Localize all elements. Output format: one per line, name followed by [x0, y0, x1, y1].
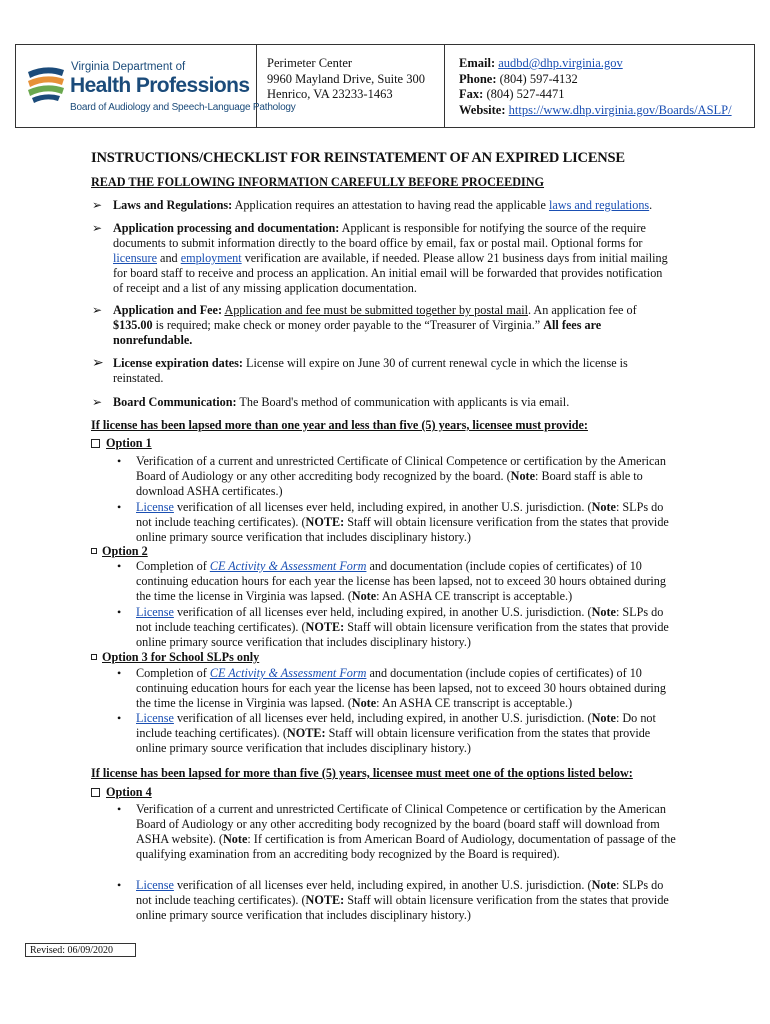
- option-2-checkbox[interactable]: [91, 548, 97, 554]
- bullet-icon: •: [117, 802, 122, 816]
- option-1: Option 1: [91, 436, 152, 451]
- address-line-1: Perimeter Center: [267, 56, 353, 70]
- license-link[interactable]: License: [136, 878, 174, 892]
- bullet-icon: •: [117, 559, 122, 573]
- option-1-bullet-1: Verification of a current and unrestricted Certificate of Clinical Competence or certification by the American Board of Audiology or any other accrediting body recognized by the board. (Note: Board staff is able to download ASHA certificates.): [136, 454, 666, 498]
- option-4-checkbox[interactable]: [91, 788, 100, 797]
- letterhead: [15, 44, 755, 128]
- option-2-bullet-2: License verification of all licenses ever held, including expired, in another U.S. jurisdiction. (Note: SLPs do not include teaching certificates). (NOTE: Staff will obtain licensure verification from the states that provide online primary source verification that includes disciplinary history.): [136, 605, 669, 649]
- revised-date: Revised: 06/09/2020: [25, 943, 136, 957]
- bullet-icon: •: [117, 666, 122, 680]
- license-link[interactable]: License: [136, 500, 174, 514]
- arrow-bullet-icon: ➢: [92, 198, 103, 212]
- employment-link[interactable]: employment: [180, 251, 242, 265]
- arrow-bullet-icon: ➢: [92, 303, 103, 317]
- ce-form-link[interactable]: CE Activity & Assessment Form: [209, 666, 367, 680]
- license-link[interactable]: License: [136, 605, 174, 619]
- option-1-checkbox[interactable]: [91, 439, 100, 448]
- website-row: Website: https://www.dhp.virginia.gov/Boards/ASLP/: [459, 102, 732, 117]
- laws-link[interactable]: laws and regulations: [548, 198, 650, 212]
- item-processing: Application processing and documentation: Applicant is responsible for notifying the source of the require documents to submit information directly to the board office by email, fax or postal mail. Optional forms for licensure and employment verification are available, if needed. Please allow 21 business days from initial mailing for board staff to receive and process an application. An initial email will be forwarded that provides notification of receipt and a list of any missing application documentation.: [113, 221, 668, 295]
- email-link[interactable]: audbd@dhp.virginia.gov: [498, 56, 623, 70]
- email-row: Email: audbd@dhp.virginia.gov: [459, 56, 623, 70]
- section-heading-1: If license has been lapsed more than one year and less than five (5) years, licensee must provide:: [91, 418, 588, 432]
- fax-row: Fax: (804) 527-4471: [459, 87, 565, 101]
- page-subtitle: READ THE FOLLOWING INFORMATION CAREFULLY BEFORE PROCEEDING: [91, 175, 545, 189]
- license-link[interactable]: License: [136, 711, 174, 725]
- bullet-icon: •: [117, 500, 122, 514]
- option-1-bullet-2: License verification of all licenses ever held, including expired, in another U.S. jurisdiction. (Note: SLPs do not include teaching certificates). (NOTE: Staff will obtain licensure verification from the states that provide online primary source verification that includes disciplinary history.): [136, 500, 669, 544]
- option-3-bullet-1: Completion of CE Activity & Assessment Form and documentation (include copies of certificates) of 10 continuing education hours for each year the license has been lapsed, not to exceed 30 hours obtained during the time the license in Virginia was lapsed. (Note: An ASHA CE transcript is acceptable.): [136, 666, 666, 710]
- option-3: Option 3 for School SLPs only: [91, 650, 259, 665]
- phone-row: Phone: (804) 597-4132: [459, 71, 578, 86]
- option-3-bullet-2: License verification of all licenses ever held, including expired, in another U.S. jurisdiction. (Note: Do not include teaching certificates). (NOTE: Staff will obtain licensure verification from the states that provide online primary source verification that includes disciplinary history.): [136, 711, 656, 755]
- website-link[interactable]: https://www.dhp.virginia.gov/Boards/ASLP/: [508, 102, 732, 117]
- address-line-2: 9960 Mayland Drive, Suite 300: [267, 71, 425, 86]
- item-communication: Board Communication: The Board's method of communication with applicants is via email.: [113, 395, 570, 409]
- option-3-checkbox[interactable]: [91, 654, 97, 660]
- contact-block: [445, 45, 754, 127]
- section-heading-2: If license has been lapsed for more than five (5) years, licensee must meet one of the options listed below:: [91, 766, 633, 780]
- option-2-bullet-1: Completion of CE Activity & Assessment Form and documentation (include copies of certificates) of 10 continuing education hours for each year the license has been lapsed, not to exceed 30 hours obtained during the time the license in Virginia was lapsed. (Note: An ASHA CE transcript is acceptable.): [136, 559, 666, 603]
- page-title: INSTRUCTIONS/CHECKLIST FOR REINSTATEMENT OF AN EXPIRED LICENSE: [91, 150, 625, 166]
- option-4: Option 4: [91, 785, 152, 800]
- arrow-bullet-icon: ➢: [92, 395, 103, 409]
- option-4-bullet-1: Verification of a current and unrestricted Certificate of Clinical Competence or certification by the American Board of Audiology or any other accrediting body recognized by the board (board staff will download from ASHA website). (Note: If certification is from American Board of Audiology, documentation of passage of the qualifying examination from an accrediting body recognized by the Board is required).: [136, 802, 676, 861]
- address-block: [257, 45, 445, 127]
- logo-board-name: Board of Audiology and Speech-Language Pathology: [70, 102, 296, 113]
- bullet-icon: •: [117, 711, 122, 725]
- arrow-bullet-icon: ➢: [92, 221, 103, 235]
- bullet-icon: •: [117, 605, 122, 619]
- option-2: Option 2: [91, 544, 148, 559]
- bullet-icon: •: [117, 454, 122, 468]
- bullet-icon: •: [117, 878, 122, 892]
- item-expiration: License expiration dates: License will expire on June 30 of current renewal cycle in which the license is reinstated.: [113, 356, 628, 385]
- licensure-link[interactable]: licensure: [113, 251, 157, 265]
- item-laws: Laws and Regulations: Application requires an attestation to having read the applicable laws and regulations.: [113, 198, 653, 212]
- arrow-bullet-icon: ➢: [92, 356, 104, 371]
- logo-block: [16, 45, 296, 127]
- item-fee: Application and Fee: Application and fee must be submitted together by postal mail. An application fee of $135.00 is required; make check or money order payable to the “Treasurer of Virginia.” All fees are nonrefundable.: [113, 303, 637, 347]
- option-4-bullet-2: License verification of all licenses ever held, including expired, in another U.S. jurisdiction. (Note: SLPs do not include teaching certificates). (NOTE: Staff will obtain licensure verification from the states that provide online primary source verification that includes disciplinary history.): [136, 878, 669, 922]
- virginia-dhp-logo-icon: [26, 60, 66, 106]
- logo-department: Virginia Department of: [71, 61, 186, 73]
- ce-form-link[interactable]: CE Activity & Assessment Form: [209, 559, 367, 573]
- logo-name: Health Professions: [70, 74, 250, 97]
- address-line-3: Henrico, VA 23233-1463: [267, 87, 393, 101]
